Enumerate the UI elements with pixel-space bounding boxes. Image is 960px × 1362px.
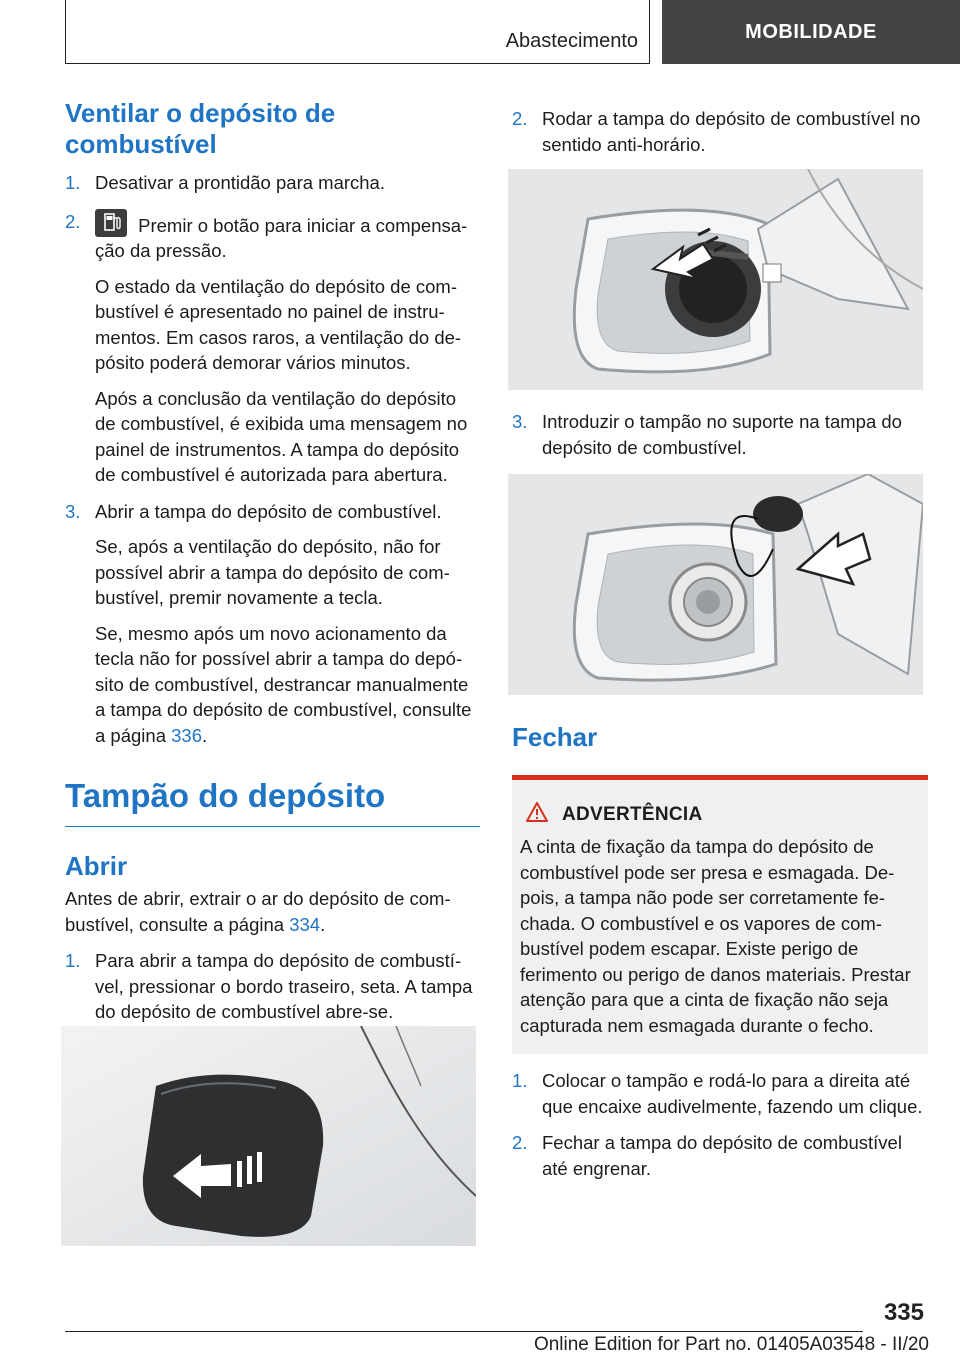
close-step-2 (512, 1130, 928, 1181)
warning-title: ADVERTÊNCIA (562, 804, 703, 825)
step-number: 3. (512, 411, 528, 432)
page-number: 335 (883, 1299, 924, 1326)
warning-header (520, 802, 920, 828)
warning-text: A cinta de fixação da tampa do depósito de combustível pode ser presa e esmagada. Depois, a tampa não pode ser corretamente fechada. O combustível e os vapores de combustível podem escapar. Existe perigo de ferimento ou perigo de danos materiais. Prestar atenção para que a cinta de fixação não seja capturada nem esmagada durante o fecho. (520, 836, 911, 1036)
page-link-334[interactable]: 334 (289, 913, 321, 935)
open-intro (65, 886, 480, 937)
fuel-flap-closed-photo (61, 1026, 476, 1246)
vent-step-2-para-1: O estado da ventilação do depósito de combustível é apresentado no painel de instrumentos. Em casos raros, a ventilação do depósito poderá demorar vários minutos. (95, 275, 462, 373)
step-text: Fechar a tampa do depósito de combustível até engrenar. (542, 1132, 902, 1179)
step-number: 3. (65, 500, 81, 522)
vent-section-title: Ventilar o depósito de combustível (65, 98, 336, 159)
vent-step-3-para-2 (95, 621, 480, 749)
vent-step-2 (65, 209, 480, 488)
page-link-336[interactable]: 336 (171, 724, 202, 746)
intro-end: . (320, 913, 326, 935)
step-text: Rodar a tampa do depósito de combustível no sentido anti-horário. (542, 108, 921, 155)
step-text: Desativar a prontidão para marcha. (95, 172, 385, 193)
vent-step-3-para-1: Se, após a ventilação do depósito, não for possível abrir a tampa do depósito de combustível, premir novamente a tecla. (95, 536, 450, 608)
header-chapter-tab: MOBILIDADE (662, 0, 960, 64)
insert-step-3 (512, 409, 928, 460)
step-number: 2. (65, 210, 81, 232)
warning-box (512, 775, 928, 1054)
close-step-1 (512, 1068, 928, 1119)
step-number: 1. (65, 950, 81, 971)
step-number: 1. (65, 172, 81, 193)
fuel-cap-section-title: Tampão do depósito (65, 776, 480, 827)
footer-edition: Online Edition for Part no. 01405A03548 - II/20 (533, 1334, 929, 1355)
step-number: 1. (512, 1070, 528, 1091)
rotate-cap-photo (508, 169, 923, 390)
right-column-bottom (512, 722, 928, 1181)
step-text: Abrir a tampa do depósito de combustível. (95, 500, 442, 522)
footer-divider (65, 1331, 863, 1332)
intro-text: Antes de abrir, extrair o ar do depósito de combustível, consulte a página (65, 888, 451, 935)
step-number: 2. (512, 1132, 528, 1153)
open-subsection-title: Abrir (65, 851, 128, 881)
para-text: Se, mesmo após um novo acionamento da tecla não for possível abrir a tampa do depósito de combustível, destrancar manualmente a tampa do depósito de combustível, consulte a página (95, 622, 472, 746)
vent-step-1 (65, 170, 480, 196)
step-text: Colocar o tampão e rodá-lo para a direita até que encaixe audivelmente, fazendo um clique. (542, 1070, 923, 1117)
rotate-step-2 (512, 106, 928, 157)
warning-triangle-icon (526, 802, 548, 828)
open-step-1 (65, 948, 480, 1025)
page-header (0, 0, 960, 66)
step-number: 2. (512, 108, 528, 129)
right-column-lower (512, 409, 928, 460)
fuel-pump-icon (95, 209, 127, 237)
insert-cap-photo (508, 474, 923, 695)
vent-step-2-para-2: Após a conclusão da ventilação do depósito de combustível, é exibida uma mensagem no painel de instrumentos. A tampa do depósito de combustível é autorizada para abertura. (95, 387, 468, 485)
left-column (65, 98, 480, 1025)
step-text: Para abrir a tampa do depósito de combustível, pressionar o bordo traseiro, seta. A tampa do depósito de combustível abre-se. (95, 950, 473, 1022)
step-text: Premir o botão para iniciar a compensação da pressão. (95, 214, 468, 261)
vent-step-3 (65, 499, 480, 749)
header-section-title: Abastecimento (505, 30, 638, 52)
step-text: Introduzir o tampão no suporte na tampa do depósito de combustível. (542, 411, 902, 458)
para-end: . (202, 724, 208, 746)
right-column (512, 98, 928, 157)
close-subsection-title: Fechar (512, 722, 598, 752)
